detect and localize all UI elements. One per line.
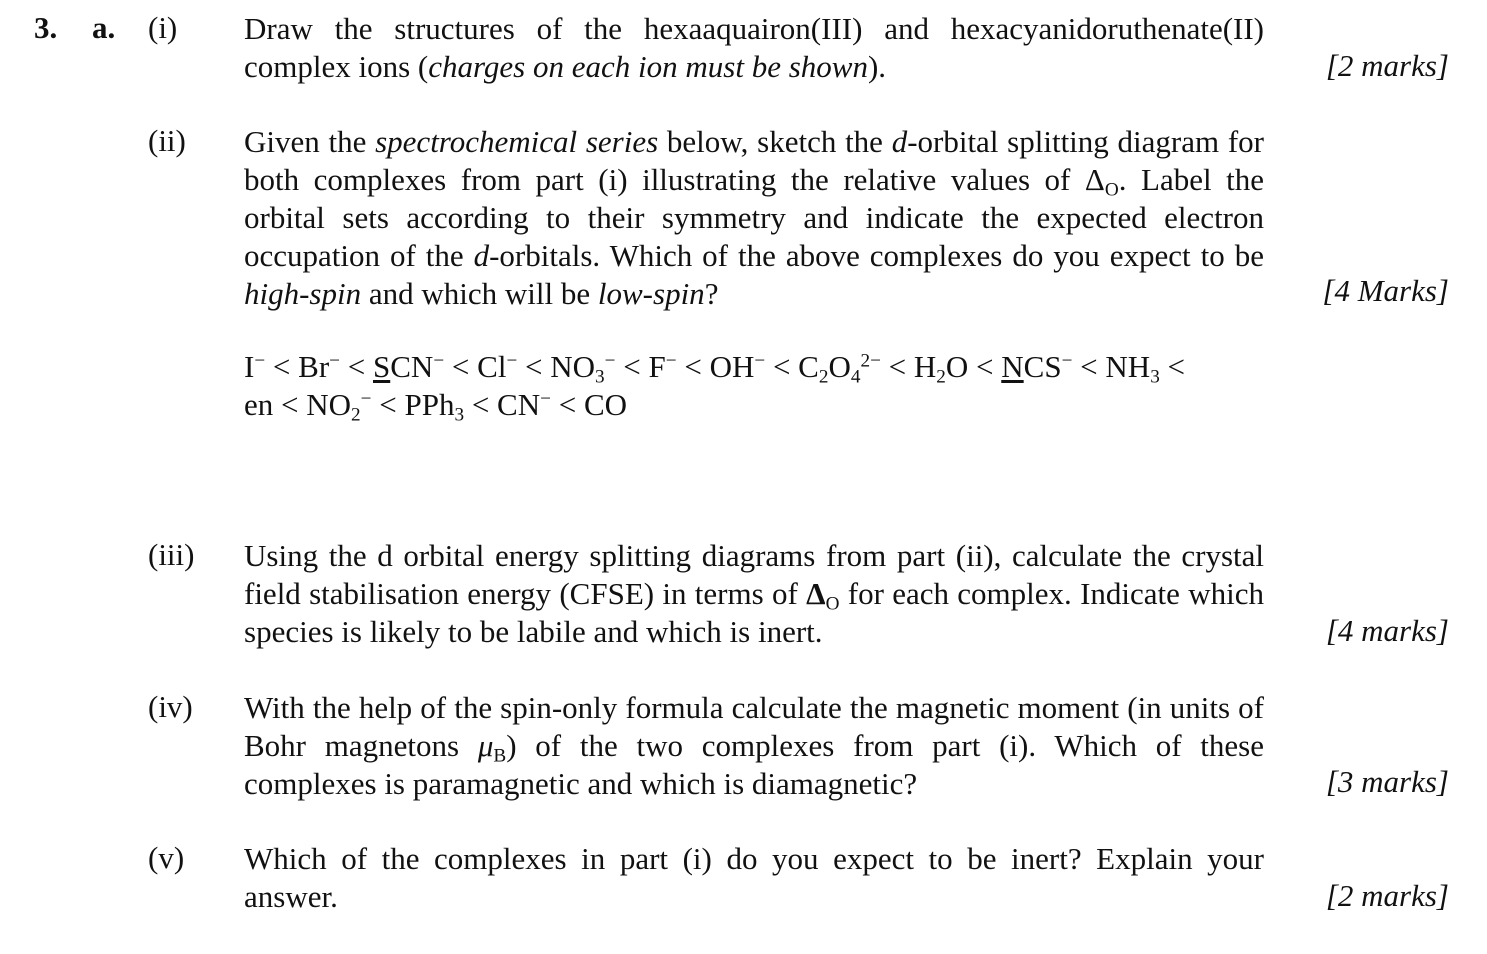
part-iv-marks: [3 marks] — [1325, 764, 1449, 799]
part-v-marks: [2 marks] — [1325, 878, 1449, 913]
part-ii-text: Given the spectrochemical series below, sketch the d-orbital splitting diagram for both complexes from part (i) illustrating the relative values of $\Delta_O$. Label the orbital sets according to their symmetry and indicate the expected electron occupation of the d-orbitals. Which of the above complexes do you expect to be high-spin and which will be low-spin? — [244, 124, 1264, 311]
part-iii-label: (iii) — [148, 537, 195, 572]
spectrochemical-series: $I^- < Br^- < SCN^- < Cl^- < NO_3^- < F^- < OH^- < C_2O_4^{2-} < H_2O < NCS^- < NH_3$ < en < $NO_2^- < PPh_3 < CN^-$ < CO — [244, 349, 1186, 426]
part-v-text: Which of the complexes in part (i) do you expect to be inert? Explain your answer. — [244, 841, 1264, 914]
part-iv-label: (iv) — [148, 689, 193, 724]
part-i-text: Draw the structures of the hexaaquairon(III) and hexacyanidoruthenate(II) complex ions (charges on each ion must be shown). — [244, 11, 1264, 84]
part-iii-text: Using the d orbital energy splitting diagrams from part (ii), calculate the crystal field stabilisation energy (CFSE) in terms of $\Delta_O$ for each complex. Indicate which species is likely to be labile and which is inert. — [244, 538, 1264, 649]
question-part-label: a. — [92, 10, 116, 45]
part-iv-text: With the help of the spin-only formula calculate the magnetic moment (in units of Bohr magnetons $\mu_B$) of the two complexes from part (i). Which of these complexes is paramagnetic and which is diamagnetic? — [244, 690, 1265, 801]
part-ii-marks: [4 Marks] — [1322, 273, 1449, 308]
question-number: 3. — [34, 10, 58, 45]
part-ii-label: (ii) — [148, 123, 186, 158]
part-v-label: (v) — [148, 840, 185, 875]
part-iii-marks: [4 marks] — [1325, 613, 1449, 648]
part-i-label: (i) — [148, 10, 178, 45]
part-i-marks: [2 marks] — [1325, 48, 1449, 83]
